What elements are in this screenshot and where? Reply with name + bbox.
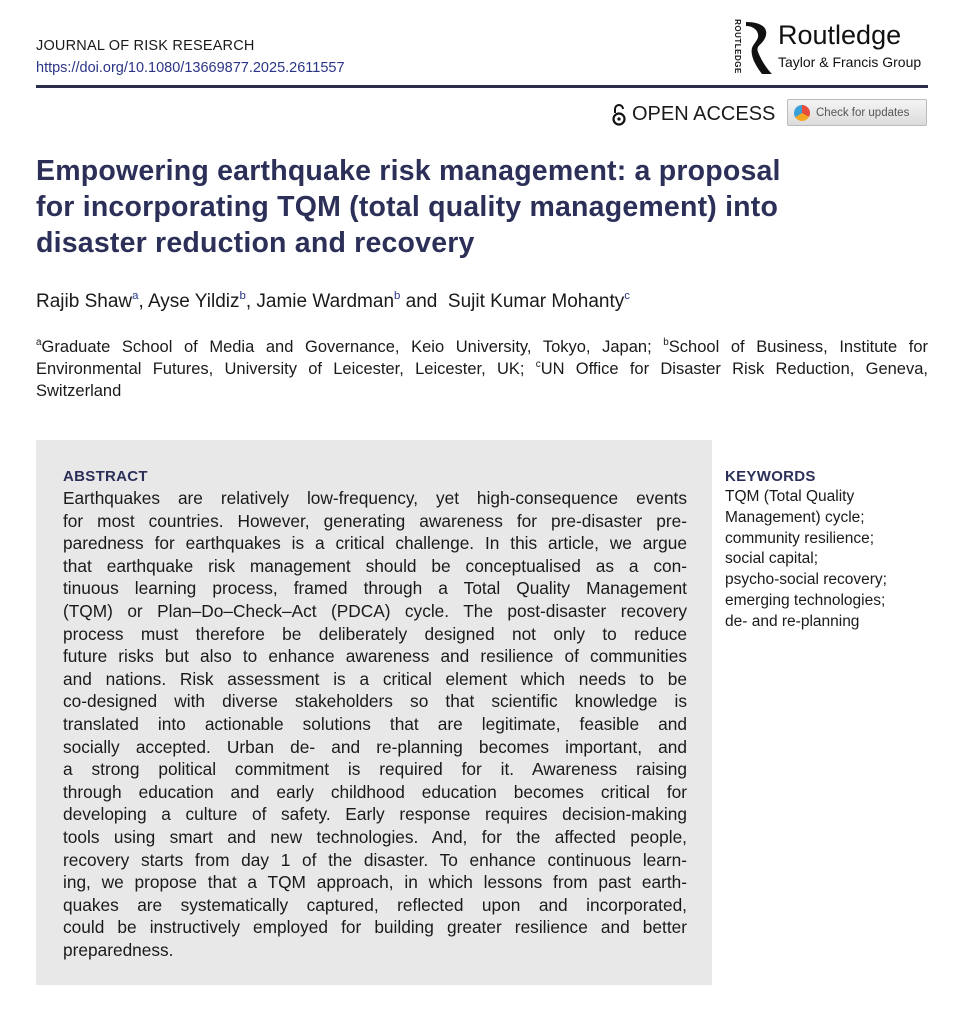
keywords-list [725, 487, 887, 633]
affiliation-mark[interactable]: b [394, 290, 401, 303]
header-rule [36, 85, 928, 88]
keyword-line: community resilience; [725, 529, 875, 547]
open-lock-icon [612, 104, 626, 126]
affiliation-mark: a [36, 337, 42, 349]
open-access-label [612, 103, 775, 126]
affiliation-text: School of Business, Institute for Environmental Futures, University of Leicester, Leicester, UK; [36, 338, 928, 378]
keyword-line: TQM (Total Quality [725, 488, 855, 505]
open-access-text: OPEN ACCESS [632, 103, 776, 125]
keyword-line: social capital; [725, 550, 819, 568]
affiliation-mark[interactable]: a [132, 290, 139, 303]
abstract-line: paredness for earthquakes is a critical challenge. In this article, we argue [63, 533, 687, 554]
abstract-line: recovery starts from day 1 of the disaster. To enhance continuous learn- [63, 849, 687, 870]
affiliation-mark: c [535, 359, 541, 371]
abstract-line: (TQM) or Plan–Do–Check–Act (PDCA) cycle. The post-disaster recovery [63, 600, 687, 621]
routledge-logo [730, 20, 930, 76]
author-name: Rajib Shaw [36, 291, 133, 312]
journal-name: JOURNAL OF RISK RESEARCH [36, 38, 255, 54]
keyword-line: de- and re-planning [725, 612, 860, 630]
title-line: Empowering earthquake risk management: a proposal [36, 155, 781, 187]
author-separator: , [138, 291, 148, 312]
crossmark-icon [794, 105, 810, 121]
check-for-updates-label: Check for updates [816, 106, 910, 119]
abstract-line: tinuous learning process, framed through a Total Quality Management [63, 578, 687, 599]
abstract-line: that earthquake risk management should be conceptualised as a con- [63, 555, 687, 576]
title-line: for incorporating TQM (total quality management) into [36, 191, 779, 223]
abstract-line: a strong political commitment is required for it. Awareness raising [63, 759, 687, 780]
abstract-text [63, 487, 687, 961]
affiliations [36, 336, 928, 402]
affiliation-mark[interactable]: b [239, 290, 246, 303]
abstract-line: co-designed with diverse stakeholders so that scientific knowledge is [63, 691, 687, 712]
check-for-updates-button[interactable] [787, 99, 927, 126]
affiliation-mark[interactable]: c [624, 290, 630, 303]
abstract-line: could be instructively employed for building greater resilience and better [63, 917, 687, 938]
article-title [36, 153, 916, 261]
author-separator: , [245, 291, 257, 312]
author-separator: and [400, 291, 443, 312]
author-list [36, 291, 630, 313]
abstract-line: future risks but also to enhance awareness and resilience of communities [63, 646, 687, 667]
affiliation-text: Graduate School of Media and Governance, Keio University, Tokyo, Japan; [41, 338, 664, 356]
abstract-line: through education and early childhood education becomes critical for [63, 781, 687, 802]
abstract-line: translated into actionable solutions that are legitimate, feasible and [63, 713, 687, 734]
abstract-line: socially accepted. Urban de- and re-planning becomes important, and [63, 736, 687, 757]
author-name: Jamie Wardman [256, 291, 395, 312]
keyword-line: psycho-social recovery; [725, 571, 887, 589]
routledge-r-icon [742, 20, 774, 76]
author-name: Ayse Yildiz [147, 291, 240, 312]
publisher-group: Taylor & Francis Group [778, 54, 922, 70]
doi-link[interactable]: https://doi.org/10.1080/13669877.2025.2611557 [36, 60, 345, 76]
abstract-line: preparedness. [63, 939, 174, 960]
abstract-line: and nations. Risk assessment is a critical element which needs to be [63, 668, 687, 689]
abstract-line: for most countries. However, generating awareness for pre-disaster pre- [63, 510, 687, 531]
publisher-name: Routledge [778, 20, 902, 50]
author-name: Sujit Kumar Mohanty [447, 291, 625, 312]
affiliation-mark: b [663, 337, 669, 349]
keywords-heading: KEYWORDS [725, 468, 816, 485]
title-line: disaster reduction and recovery [36, 227, 475, 259]
abstract-line: quakes are systematically captured, reflected upon and incorporated, [63, 894, 687, 915]
keyword-line: emerging technologies; [725, 591, 886, 609]
logo-vertical-text: ROUTLEDGE [732, 19, 742, 74]
abstract-line: tools using smart and new technologies. And, for the affected people, [63, 826, 687, 847]
abstract-line: process must therefore be deliberately designed not only to reduce [63, 623, 687, 644]
keyword-line: Management) cycle; [725, 508, 865, 526]
abstract-line: ing, we propose that a TQM approach, in which lessons from past earth- [63, 872, 687, 893]
abstract-line: developing a culture of safety. Early response requires decision-making [63, 804, 687, 825]
abstract-heading: ABSTRACT [63, 468, 148, 485]
abstract-line: Earthquakes are relatively low-frequency, yet high-consequence events [63, 488, 687, 508]
affiliation-text: UN Office for Disaster Risk Reduction, Geneva, Switzerland [36, 360, 928, 400]
